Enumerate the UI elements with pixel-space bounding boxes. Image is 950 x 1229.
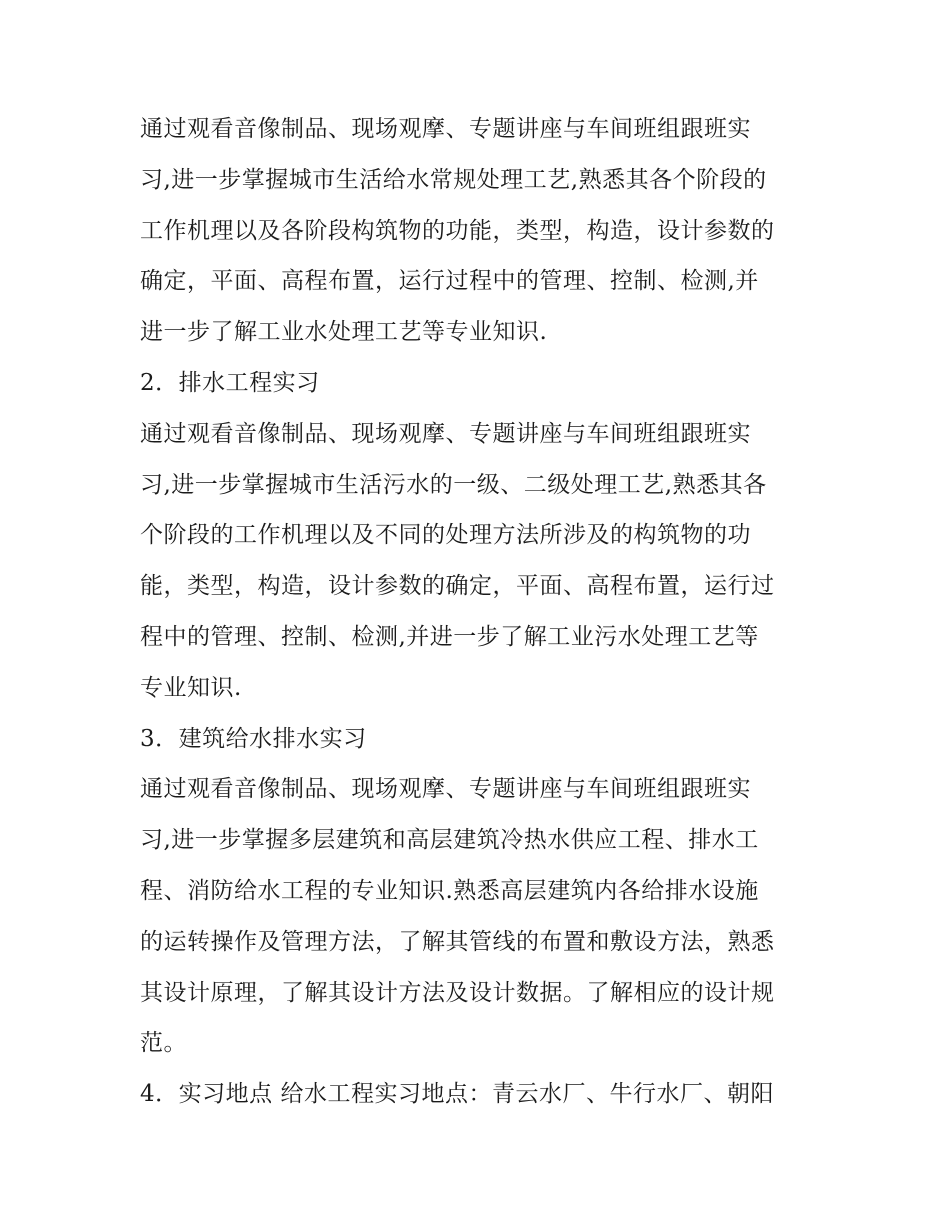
text-line: 程中的管理、控制、检测,并进一步了解工业污水处理工艺等	[140, 623, 759, 650]
text-line: 个阶段的工作机理以及不同的处理方法所涉及的构筑物的功	[140, 522, 751, 549]
section-heading: 3．建筑给水排水实习	[140, 725, 367, 752]
text-line: 范。	[140, 1030, 187, 1057]
text-line: 能，类型，构造，设计参数的确定，平面、高程布置，运行过	[140, 573, 775, 600]
text-line: 专业知识.	[140, 674, 242, 701]
text-line: 习,进一步掌握城市生活给水常规处理工艺,熟悉其各个阶段的	[140, 166, 767, 193]
text-line: 习,进一步掌握城市生活污水的一级、二级处理工艺,熟悉其各	[140, 471, 767, 498]
text-line: 确定，平面、高程布置，运行过程中的管理、控制、检测,并	[140, 268, 759, 295]
text-line: 的运转操作及管理方法，了解其管线的布置和敷设方法，熟悉	[140, 928, 775, 955]
section-heading: 4．实习地点 给水工程实习地点：青云水厂、牛行水厂、朝阳	[140, 1081, 774, 1108]
text-line: 通过观看音像制品、现场观摩、专题讲座与车间班组跟班实	[140, 116, 751, 142]
text-line: 进一步了解工业水处理工艺等专业知识.	[140, 319, 548, 346]
section-heading: 2．排水工程实习	[140, 369, 320, 396]
text-line: 工作机理以及各阶段构筑物的功能，类型，构造，设计参数的	[140, 217, 775, 244]
text-line: 通过观看音像制品、现场观摩、专题讲座与车间班组跟班实	[140, 420, 751, 447]
text-line: 其设计原理，了解其设计方法及设计数据。了解相应的设计规	[140, 979, 775, 1006]
text-line: 习,进一步掌握多层建筑和高层建筑冷热水供应工程、排水工	[140, 827, 759, 854]
text-line: 程、消防给水工程的专业知识.熟悉高层建筑内各给排水设施	[140, 877, 759, 904]
document-body	[140, 104, 820, 1120]
text-line: 通过观看音像制品、现场观摩、专题讲座与车间班组跟班实	[140, 776, 751, 803]
